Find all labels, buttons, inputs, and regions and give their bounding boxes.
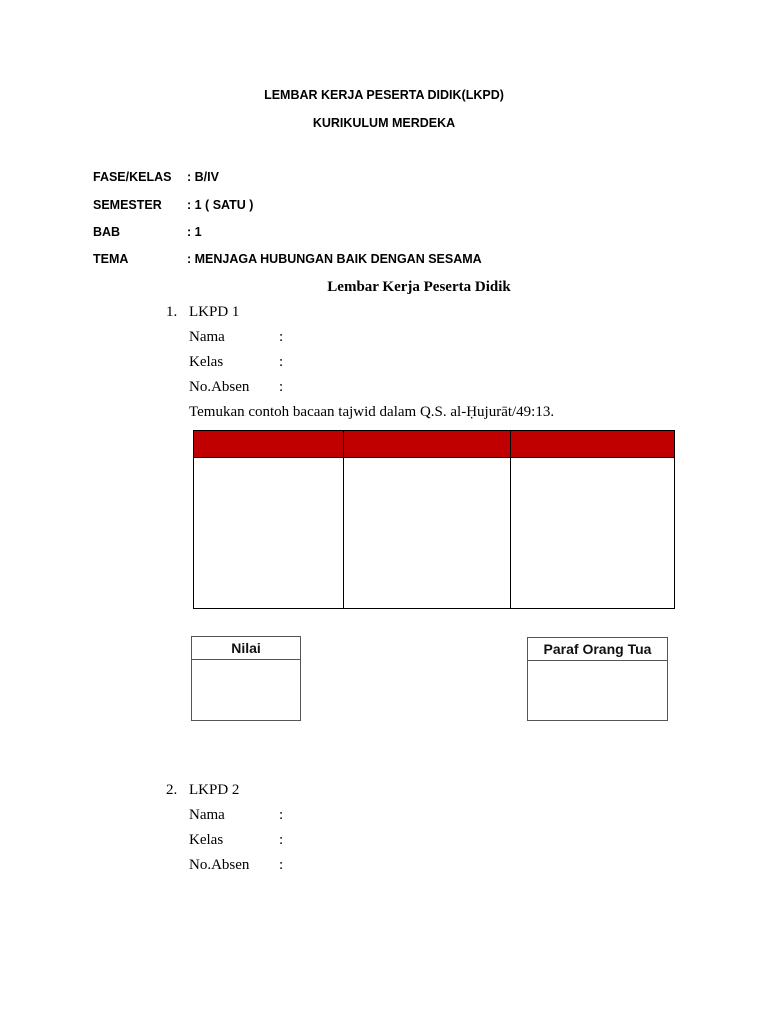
info-value-semester: : 1 ( SATU ) xyxy=(187,198,254,212)
info-value-bab: : 1 xyxy=(187,225,202,239)
lkpd1-field-nama-label: Nama xyxy=(189,329,225,345)
info-value-fase-kelas: : B/IV xyxy=(187,170,219,184)
lkpd2-number: 2. xyxy=(166,782,178,798)
lkpd1-field-kelas-colon: : xyxy=(279,354,284,370)
parent-signature-box xyxy=(527,637,668,721)
lkpd2-field-nama-label: Nama xyxy=(189,807,225,823)
info-label-bab: BAB xyxy=(93,225,121,239)
score-box-label: Nilai xyxy=(192,637,300,660)
parent-signature-field[interactable] xyxy=(528,661,667,720)
info-label-semester: SEMESTER xyxy=(93,198,162,212)
tajwid-table-cell[interactable] xyxy=(194,458,343,608)
lkpd2-field-kelas-colon: : xyxy=(279,832,284,848)
lkpd1-number: 1. xyxy=(166,304,178,320)
score-box-field[interactable] xyxy=(192,660,300,720)
info-label-tema: TEMA xyxy=(93,252,129,266)
lkpd2-title: LKPD 2 xyxy=(189,782,240,798)
tajwid-table-cell[interactable] xyxy=(344,458,510,608)
lkpd1-field-nama-colon: : xyxy=(279,329,284,345)
tajwid-table-header-cell xyxy=(344,431,510,458)
section-title: Lembar Kerja Peserta Didik xyxy=(327,279,511,295)
lkpd1-field-absen-label: No.Absen xyxy=(189,379,250,395)
lkpd1-title: LKPD 1 xyxy=(189,304,240,320)
lkpd2-field-absen-colon: : xyxy=(279,857,284,873)
lkpd2-field-absen-label: No.Absen xyxy=(189,857,250,873)
lkpd2-field-kelas-label: Kelas xyxy=(189,832,224,848)
tajwid-table xyxy=(193,430,675,609)
lkpd1-field-absen-colon: : xyxy=(279,379,284,395)
tajwid-table-cell[interactable] xyxy=(511,458,674,608)
tajwid-table-column xyxy=(344,431,511,608)
info-label-fase-kelas: FASE/KELAS xyxy=(93,170,172,184)
lkpd1-instruction: Temukan contoh bacaan tajwid dalam Q.S. al-Ḥujurāt/49:13. xyxy=(189,404,555,420)
tajwid-table-header-cell xyxy=(194,431,343,458)
document-title: LEMBAR KERJA PESERTA DIDIK(LKPD) xyxy=(264,88,504,102)
tajwid-table-header-cell xyxy=(511,431,674,458)
document-subtitle: KURIKULUM MERDEKA xyxy=(312,116,456,130)
tajwid-table-column xyxy=(194,431,344,608)
lkpd2-field-nama-colon: : xyxy=(279,807,284,823)
info-value-tema: : MENJAGA HUBUNGAN BAIK DENGAN SESAMA xyxy=(187,252,482,266)
parent-signature-box-label: Paraf Orang Tua xyxy=(528,638,667,661)
score-box xyxy=(191,636,301,721)
tajwid-table-column xyxy=(511,431,674,608)
lkpd1-field-kelas-label: Kelas xyxy=(189,354,224,370)
